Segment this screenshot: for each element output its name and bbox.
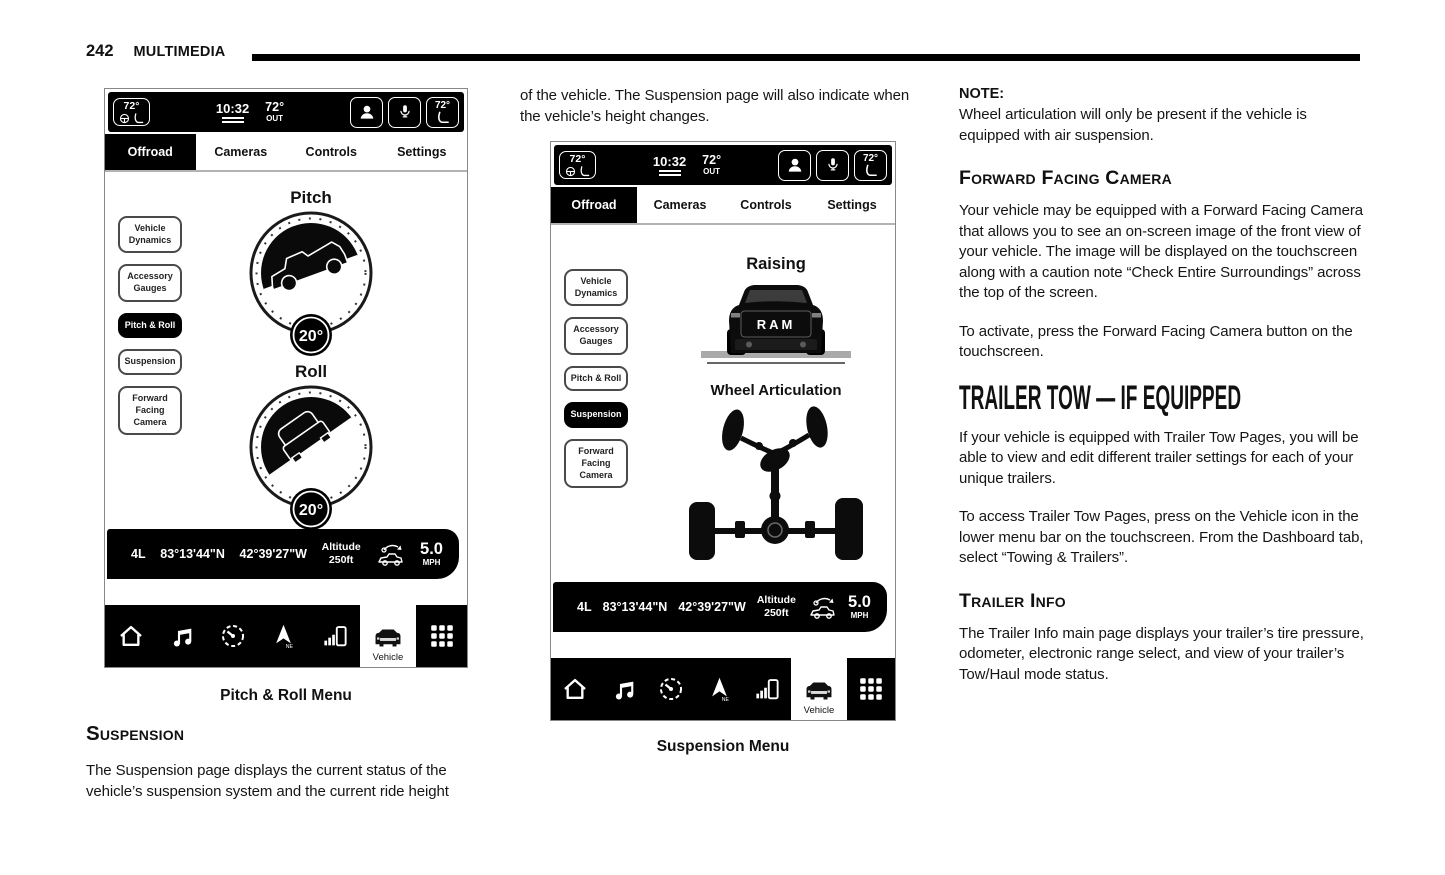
- pitch-gauge: [244, 188, 378, 364]
- voice-button[interactable]: [388, 97, 421, 128]
- touchscreen-suspension: [550, 141, 896, 721]
- home-icon: [562, 677, 588, 701]
- gear-indicator: 4L: [577, 600, 592, 614]
- tab-cameras[interactable]: Cameras: [653, 198, 707, 212]
- trailer-tow-p2: To access Trailer Tow Pages, press on the Vehicle icon in the lower menu bar on the touchscreen. From the Dashboard tab, select “Towing & Trailers”.: [959, 508, 1364, 566]
- trailer-tow-p1: If your vehicle is equipped with Trailer Tow Pages, you will be able to view and edit different trailer settings for each of your unique trailers.: [959, 428, 1359, 487]
- status-topbar: [554, 145, 892, 185]
- app-dock: [105, 605, 467, 667]
- gauges-button[interactable]: [207, 605, 258, 667]
- svg-text:NE: NE: [285, 643, 293, 649]
- trailer-tow-heading: TRAILER TOW — IF EQUIPPED: [959, 378, 1242, 417]
- menu-vehicle-dynamics[interactable]: Vehicle Dynamics: [564, 269, 628, 306]
- tab-cameras[interactable]: Cameras: [214, 145, 268, 159]
- media-button[interactable]: [599, 658, 647, 720]
- speedometer-icon: [220, 623, 246, 649]
- seat-icon: [436, 111, 449, 124]
- latitude: 83°13'44"N: [160, 547, 225, 561]
- offroad-menu: [118, 216, 182, 435]
- clock-underline: [659, 174, 681, 176]
- menu-suspension[interactable]: Suspension: [564, 402, 628, 428]
- outside-temp: 72° OUT: [265, 100, 285, 123]
- music-icon: [169, 624, 194, 648]
- phone-button[interactable]: [309, 605, 360, 667]
- roll-value: 20°: [298, 502, 324, 519]
- speed: 5.0 MPH: [420, 540, 443, 567]
- pitch-title: Pitch: [290, 188, 332, 207]
- home-button[interactable]: [105, 605, 156, 667]
- menu-pitch-roll[interactable]: Pitch & Roll: [118, 313, 182, 339]
- app-dock: [551, 658, 895, 720]
- vehicle-button[interactable]: [360, 589, 416, 667]
- raising-label: Raising: [746, 255, 806, 273]
- phone-button[interactable]: [743, 658, 791, 720]
- tab-offroad[interactable]: Offroad: [105, 134, 196, 170]
- tab-settings[interactable]: Settings: [397, 145, 447, 159]
- longitude: 42°39'27"W: [678, 600, 746, 614]
- menu-suspension[interactable]: Suspension: [118, 349, 182, 375]
- passenger-climate-button[interactable]: 72°: [854, 150, 887, 181]
- tab-bar: [551, 187, 895, 225]
- phone-signal-icon: [322, 624, 348, 649]
- profile-button[interactable]: [778, 150, 811, 181]
- menu-accessory-gauges[interactable]: Accessory Gauges: [118, 264, 182, 301]
- vehicle-truck-icon: [802, 679, 836, 703]
- apps-grid-icon: [430, 624, 454, 648]
- navigation-icon: [271, 623, 296, 649]
- clock-underline: [222, 117, 244, 119]
- vehicle-button[interactable]: [791, 642, 847, 720]
- pitch-value: 20°: [298, 328, 324, 345]
- voice-button[interactable]: [816, 150, 849, 181]
- person-icon: [785, 155, 805, 175]
- passenger-climate-button[interactable]: 72°: [426, 97, 459, 128]
- touchscreen-pitch-roll: [104, 88, 468, 668]
- tab-settings[interactable]: Settings: [827, 198, 877, 212]
- apps-grid-icon: [859, 677, 883, 701]
- offroad-menu: [564, 269, 628, 488]
- person-icon: [357, 102, 377, 122]
- navigation-button[interactable]: [695, 658, 743, 720]
- seat-heat-icon: [579, 166, 590, 177]
- seat-heat-icon: [133, 113, 144, 124]
- tab-controls[interactable]: Controls: [305, 145, 357, 159]
- incline-truck-icon: [807, 594, 837, 621]
- media-button[interactable]: [156, 605, 207, 667]
- driver-temp: 72°: [123, 100, 140, 113]
- altitude: Altitude 250ft: [756, 593, 796, 619]
- svg-text:NE: NE: [721, 696, 729, 702]
- speedometer-icon: [658, 676, 684, 702]
- pitch-gauge-graphic: [244, 209, 378, 359]
- forward-camera-p2: To activate, press the Forward Facing Camera button on the touchscreen.: [959, 322, 1353, 360]
- speed: 5.0 MPH: [848, 593, 871, 620]
- menu-vehicle-dynamics[interactable]: Vehicle Dynamics: [118, 216, 182, 253]
- menu-forward-facing-camera[interactable]: Forward Facing Camera: [564, 439, 628, 488]
- driver-temp: 72°: [569, 153, 586, 166]
- clock-underline: [659, 170, 681, 172]
- microphone-icon: [824, 155, 842, 175]
- vehicle-truck-icon: [371, 626, 405, 650]
- suspension-section-heading: Suspension: [86, 722, 185, 745]
- offroad-content: [105, 172, 467, 529]
- forward-camera-heading: Forward Facing Camera: [959, 167, 1172, 189]
- page-number: 242: [86, 42, 114, 60]
- roll-gauge: [244, 362, 378, 538]
- status-topbar: [108, 92, 464, 132]
- clock: 10:32: [653, 155, 686, 176]
- longitude: 42°39'27"W: [239, 547, 307, 561]
- apps-button[interactable]: [847, 658, 895, 720]
- suspension-stage: [669, 255, 883, 582]
- truck-front-graphic: [701, 275, 851, 370]
- latitude: 83°13'44"N: [602, 600, 668, 614]
- driver-climate-button[interactable]: [113, 98, 150, 126]
- middle-intro-text: of the vehicle. The Suspension page will also indicate when the vehicle’s height changes.: [520, 87, 910, 125]
- clock: 10:32: [216, 102, 249, 123]
- offroad-status-bar: [553, 582, 887, 632]
- driver-climate-button[interactable]: [559, 151, 596, 179]
- seat-icon: [864, 164, 877, 177]
- note-label: NOTE:: [959, 86, 1005, 102]
- suspension-content: [551, 225, 895, 582]
- wheel-articulation-graphic: [681, 402, 871, 577]
- suspension-body-text: The Suspension page displays the current status of the vehicle’s suspension system and the current ride height: [86, 762, 449, 800]
- trailer-info-heading: Trailer Info: [959, 589, 1066, 612]
- microphone-icon: [396, 102, 414, 122]
- right-column: [959, 86, 1366, 697]
- steering-wheel-heat-icon: [565, 166, 576, 177]
- clock-underline: [222, 121, 244, 123]
- gear-indicator: 4L: [131, 547, 146, 561]
- roll-title: Roll: [294, 362, 328, 381]
- navigation-button[interactable]: [258, 605, 309, 667]
- altitude: Altitude 250ft: [321, 540, 361, 566]
- phone-signal-icon: [754, 677, 780, 702]
- wheel-articulation-label: Wheel Articulation: [710, 382, 842, 399]
- section-title: MULTIMEDIA: [133, 44, 226, 60]
- vehicle-label: Vehicle: [803, 705, 835, 716]
- roll-gauge-graphic: [244, 383, 378, 533]
- incline-truck-icon: [375, 541, 405, 568]
- menu-pitch-roll[interactable]: Pitch & Roll: [564, 366, 628, 392]
- menu-accessory-gauges[interactable]: Accessory Gauges: [564, 317, 628, 354]
- tab-bar: [105, 134, 467, 172]
- pitch-roll-caption: Pitch & Roll Menu: [220, 687, 352, 704]
- header-rule: [252, 54, 1360, 61]
- forward-camera-p1: Your vehicle may be equipped with a Forward Facing Camera that allows you to see an on-screen image of the front view of your vehicle. The image will be displayed on the touchscreen along with a caution note “Check Entire Surroundings” across the top of the screen.: [959, 202, 1363, 301]
- suspension-caption: Suspension Menu: [656, 738, 790, 755]
- navigation-icon: [707, 676, 732, 702]
- menu-forward-facing-camera[interactable]: Forward Facing Camera: [118, 386, 182, 435]
- home-icon: [118, 624, 144, 648]
- steering-wheel-heat-icon: [119, 113, 130, 124]
- music-icon: [611, 677, 636, 701]
- tab-controls[interactable]: Controls: [740, 198, 792, 212]
- grille-text: RAM: [756, 317, 796, 332]
- gauges-button[interactable]: [647, 658, 695, 720]
- profile-button[interactable]: [350, 97, 383, 128]
- vehicle-label: Vehicle: [372, 652, 404, 663]
- note-body: Wheel articulation will only be present if the vehicle is equipped with air suspension.: [959, 106, 1307, 144]
- trailer-info-p1: The Trailer Info main page displays your trailer’s tire pressure, odometer, electronic range select, and view of your trailer’s Tow/Haul mode status.: [959, 624, 1364, 683]
- outside-temp: 72° OUT: [702, 153, 722, 176]
- home-button[interactable]: [551, 658, 599, 720]
- page-header: [86, 42, 225, 61]
- apps-button[interactable]: [416, 605, 467, 667]
- tab-offroad[interactable]: Offroad: [551, 187, 637, 223]
